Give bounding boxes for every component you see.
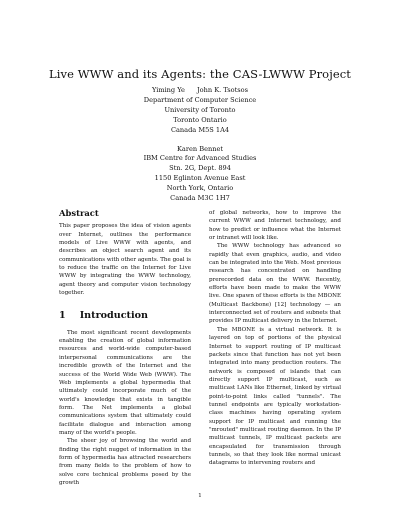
page-number: 1 — [198, 493, 202, 499]
body-paragraph: The most significant recent developments enabling the creation of global information resources and world-wide computer-based interpersonal communications are the incredible growth of the Internet and the success of the World Wide Web (WWW). The Web implements a global hypermedia that ultimately could incorporate much of the world's knowledge that exists in tangible form. The Net implements a global communications system that ultimately could facilitate dialogue and interaction among many of the world's people. — [59, 329, 191, 436]
section-number: 1 — [59, 310, 66, 322]
affiliation-line: North York, Ontario — [166, 184, 234, 193]
paper-title: Live WWW and its Agents: the CAS-LWWW Project — [48, 67, 352, 81]
author-block — [0, 86, 400, 204]
affiliation-line: Department of Computer Science — [143, 95, 257, 104]
affiliation-line: 1150 Eglinton Avenue East — [154, 174, 246, 183]
right-column — [209, 209, 341, 468]
section-heading — [59, 312, 191, 320]
affiliation-line: Canada M3C 1H7 — [170, 194, 230, 203]
abstract-text: This paper proposes the idea of vision agents over Internet, outlines the performance models of Live WWW with agents, and describes an object search agent and its communications with other agents. The goal is to reduce the traffic on the Internet for Live WWW by integrating the WWW technology, agent theory and computer vision technology together. — [59, 223, 191, 297]
left-column — [59, 209, 191, 487]
body-paragraph: The WWW technology has advanced so rapidly that even graphics, audio, and video can be integrated into the Web. Most previous research has concentrated on handling prerecorded data on the WWW. Recently, efforts have been made to make the WWW live. One spawn of these efforts is the MBONE (Multicast Backbone) [12] technology — an interconnected set of routers and subnets that provides IP multicast delivery in the Internet. — [209, 243, 341, 325]
author-names — [0, 86, 400, 96]
author-name: Karen Bennet — [176, 144, 224, 153]
affiliation-line: University of Toronto — [164, 105, 236, 114]
affiliation-line: Canada M5S 1A4 — [170, 125, 230, 134]
section-title: Introduction — [79, 310, 149, 322]
affiliation-line: Stn. 2G, Dept. 894 — [169, 164, 231, 173]
affiliation-line: Toronto Ontario — [173, 115, 227, 124]
affiliation-line: IBM Centre for Advanced Studies — [143, 154, 257, 163]
author-name: John K. Tsotsos — [197, 86, 249, 94]
abstract-heading: Abstract — [59, 208, 99, 218]
body-paragraph: The sheer joy of browsing the world and finding the right nugget of information in the form of hypermedia has attracted researchers from many fields to the problem of how to solve core technical problems posed by the growth — [59, 438, 191, 486]
body-paragraph: The MBONE is a virtual network. It is layered on top of portions of the physical Internet to support routing of IP multicast packets since that function has not yet been integrated into many production routers. The network is composed of islands that can directly support IP multicast, such as multicast LANs like Ethernet, linked by virtual point-to-point links called "tunnels". The tunnel endpoints are typically workstation-class machines having operating system support for IP multicast and running the "mrouted" multicast routing daemon. In the IP multicast tunnels, IP multicast packets are encapsulated for transmission through tunnels, so that they look like normal unicast datagrams to intervening routers and — [209, 326, 341, 467]
author-name: Yiming Ye — [151, 86, 185, 94]
body-paragraph: of global networks, how to improve the current WWW and Internet technology, and how to predict or influence what the Internet or intranet will look like. — [209, 210, 341, 242]
